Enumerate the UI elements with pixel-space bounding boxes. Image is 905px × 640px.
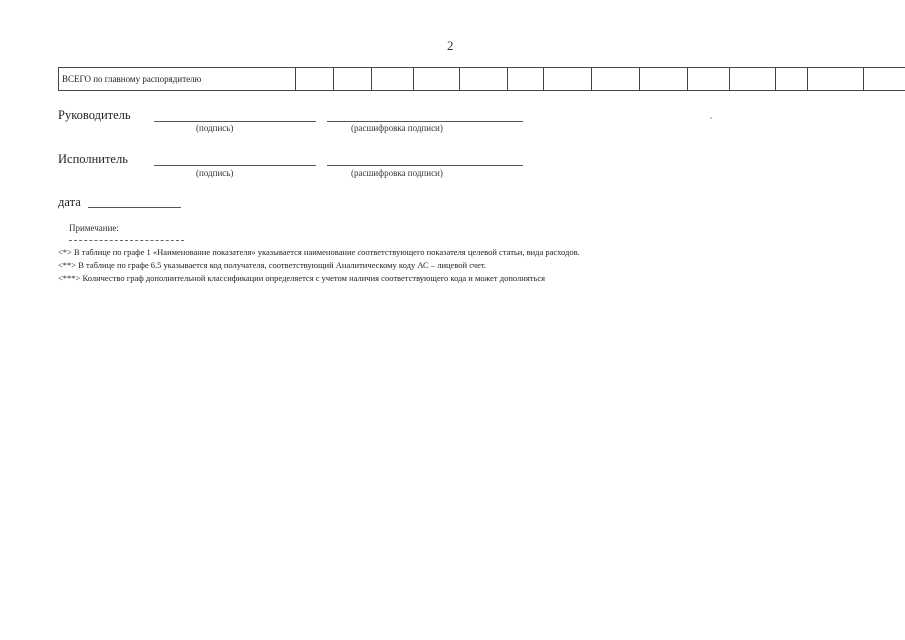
- head-decoding-caption: (расшифровка подписи): [351, 123, 443, 133]
- total-table: [58, 67, 905, 91]
- table-cell[interactable]: [864, 68, 905, 91]
- footnote-1: <*> В таблице по графе 1 «Наименование показателя» указывается наименование соответствующего показателя целевой статьи, вида расходов.: [58, 247, 580, 257]
- table-cell[interactable]: [414, 68, 460, 91]
- table-cell[interactable]: [296, 68, 334, 91]
- executor-signature-caption: (подпись): [196, 168, 234, 178]
- table-cell[interactable]: [808, 68, 864, 91]
- table-cell[interactable]: [688, 68, 730, 91]
- footnote-2: <**> В таблице по графе 6.5 указывается код получателя, соответствующий Аналитическому коду АС – лицевой счет.: [58, 260, 487, 270]
- table-cell[interactable]: [372, 68, 414, 91]
- table-cell[interactable]: [508, 68, 544, 91]
- table-cell[interactable]: [460, 68, 508, 91]
- date-line[interactable]: [88, 207, 181, 208]
- head-label: Руководитель: [58, 108, 131, 122]
- date-label: дата: [58, 195, 81, 209]
- executor-decoding-caption: (расшифровка подписи): [351, 168, 443, 178]
- table-cell[interactable]: [592, 68, 640, 91]
- total-row-label: ВСЕГО по главному распорядителю: [59, 68, 296, 91]
- head-signature-line[interactable]: [154, 121, 316, 122]
- note-title: Примечание:: [69, 223, 119, 233]
- table-cell[interactable]: [334, 68, 372, 91]
- head-decoding-line[interactable]: [327, 121, 523, 122]
- table-cell[interactable]: [730, 68, 776, 91]
- table-row: [59, 68, 905, 91]
- footnote-3: <***> Количество граф дополнительной классификации определяется с учетом наличия соответствующего кода и может дополняться: [58, 273, 545, 283]
- executor-label: Исполнитель: [58, 152, 128, 166]
- table-cell[interactable]: [640, 68, 688, 91]
- executor-decoding-line[interactable]: [327, 165, 523, 166]
- table-cell[interactable]: [544, 68, 592, 91]
- scan-speck: [710, 117, 712, 119]
- head-signature-caption: (подпись): [196, 123, 234, 133]
- executor-signature-line[interactable]: [154, 165, 316, 166]
- page-number: 2: [447, 38, 454, 53]
- note-divider: [69, 240, 184, 241]
- table-cell[interactable]: [776, 68, 808, 91]
